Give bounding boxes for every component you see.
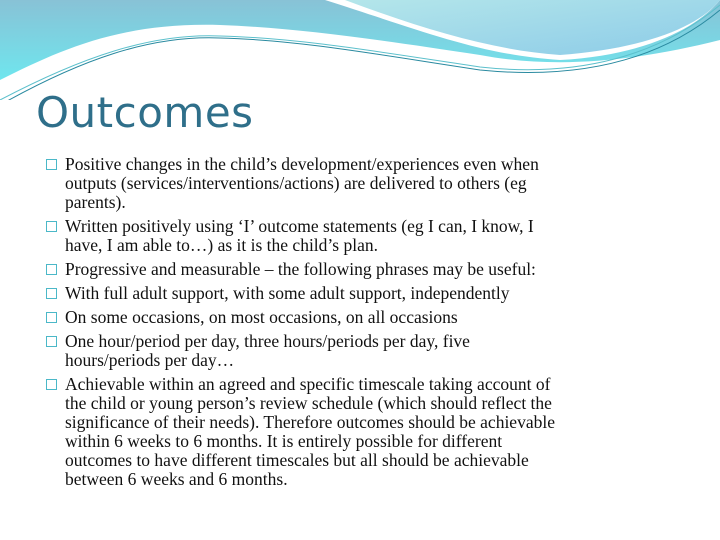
bullet-item xyxy=(46,217,686,255)
bullet-list xyxy=(46,155,686,494)
bullet-text-line: hours/periods per day… xyxy=(65,350,235,370)
bullet-item xyxy=(46,284,686,303)
square-bullet-icon xyxy=(46,264,57,275)
slide-title: Outcomes xyxy=(36,88,254,137)
bullet-text-line: the child or young person’s review schedule (which should reflect the xyxy=(65,393,552,413)
bullet-text-line: have, I am able to…) as it is the child’s plan. xyxy=(65,235,378,255)
bullet-item xyxy=(46,308,686,327)
square-bullet-icon xyxy=(46,159,57,170)
bullet-text-line: outputs (services/interventions/actions) are delivered to others (eg xyxy=(65,173,527,193)
bullet-text-line: parents). xyxy=(65,192,126,212)
bullet-text-line: With full adult support, with some adult support, independently xyxy=(65,283,510,303)
bullet-item xyxy=(46,260,686,279)
bullet-text-line: between 6 weeks and 6 months. xyxy=(65,469,288,489)
bullet-text-line: Written positively using ‘I’ outcome statements (eg I can, I know, I xyxy=(65,216,534,236)
bullet-text-line: On some occasions, on most occasions, on all occasions xyxy=(65,307,458,327)
bullet-text-line: Positive changes in the child’s development/experiences even when xyxy=(65,154,539,174)
square-bullet-icon xyxy=(46,379,57,390)
bullet-item xyxy=(46,332,686,370)
bullet-text-line: outcomes to have different timescales but all should be achievable xyxy=(65,450,529,470)
bullet-item xyxy=(46,155,686,212)
square-bullet-icon xyxy=(46,312,57,323)
bullet-text-line: within 6 weeks to 6 months. It is entirely possible for different xyxy=(65,431,503,451)
square-bullet-icon xyxy=(46,336,57,347)
square-bullet-icon xyxy=(46,221,57,232)
square-bullet-icon xyxy=(46,288,57,299)
bullet-item xyxy=(46,375,686,489)
header-wave-decoration xyxy=(0,0,720,100)
bullet-text-line: significance of their needs). Therefore outcomes should be achievable xyxy=(65,412,555,432)
bullet-text-line: One hour/period per day, three hours/periods per day, five xyxy=(65,331,470,351)
bullet-text-line: Achievable within an agreed and specific timescale taking account of xyxy=(65,374,551,394)
bullet-text-line: Progressive and measurable – the following phrases may be useful: xyxy=(65,259,536,279)
